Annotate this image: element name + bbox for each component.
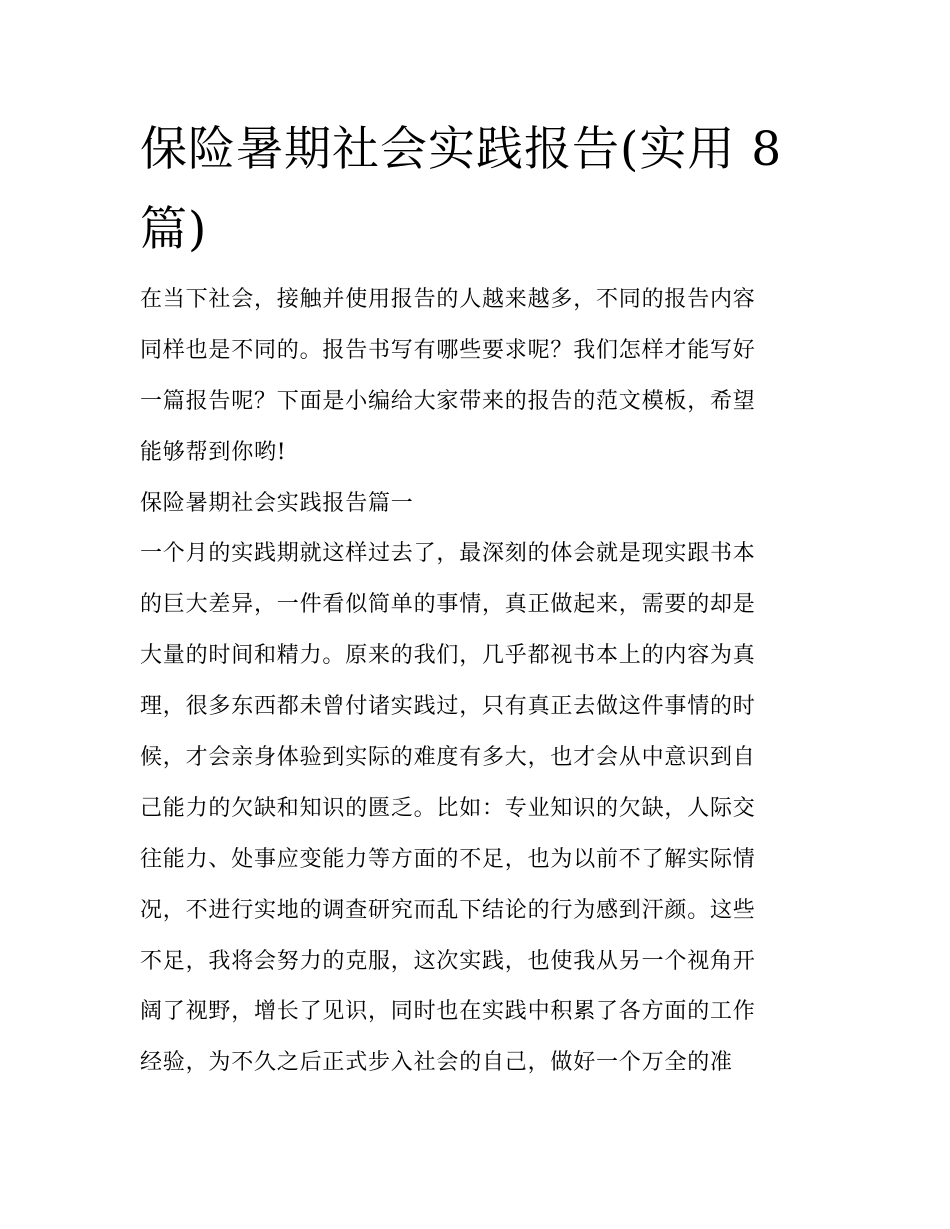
- body-line: 的巨大差异，一件看似简单的事情，真正做起来，需要的却是: [140, 592, 756, 618]
- title-line-1: 保险暑期社会实践报告(实用 8: [140, 122, 783, 177]
- intro-line: 在当下社会，接触并使用报告的人越来越多，不同的报告内容: [140, 287, 756, 312]
- body-line: 候，才会亲身体验到实际的难度有多大，也才会从中意识到自: [140, 745, 756, 771]
- body-line: 己能力的欠缺和知识的匮乏。比如：专业知识的欠缺，人际交: [140, 795, 756, 821]
- body-line: 理，很多东西都未曾付诸实践过，只有真正去做这件事情的时: [140, 694, 756, 720]
- document-title: [140, 110, 820, 270]
- document-body: [140, 275, 812, 1089]
- body-line: 不足，我将会努力的克服，这次实践，也使我从另一个视角开: [140, 948, 756, 974]
- intro-line: 一篇报告呢？下面是小编给大家带来的报告的范文模板，希望: [140, 388, 756, 414]
- section-heading: 保险暑期社会实践报告篇一: [140, 490, 414, 516]
- body-line: 一个月的实践期就这样过去了，最深刻的体会就是现实跟书本: [140, 541, 756, 567]
- body-line: 阔了视野，增长了见识，同时也在实践中积累了各方面的工作: [140, 999, 756, 1025]
- title-line-2: 篇): [140, 202, 208, 257]
- body-line: 况，不进行实地的调查研究而乱下结论的行为感到汗颜。这些: [140, 897, 756, 923]
- body-line: 往能力、处事应变能力等方面的不足，也为以前不了解实际情: [140, 846, 756, 872]
- body-line: 经验，为不久之后正式步入社会的自己，做好一个万全的准: [140, 1050, 733, 1076]
- body-line: 大量的时间和精力。原来的我们，几乎都视书本上的内容为真: [140, 643, 756, 669]
- intro-line: 能够帮到你哟!: [140, 439, 287, 465]
- intro-line: 同样也是不同的。报告书写有哪些要求呢？我们怎样才能写好: [140, 337, 756, 363]
